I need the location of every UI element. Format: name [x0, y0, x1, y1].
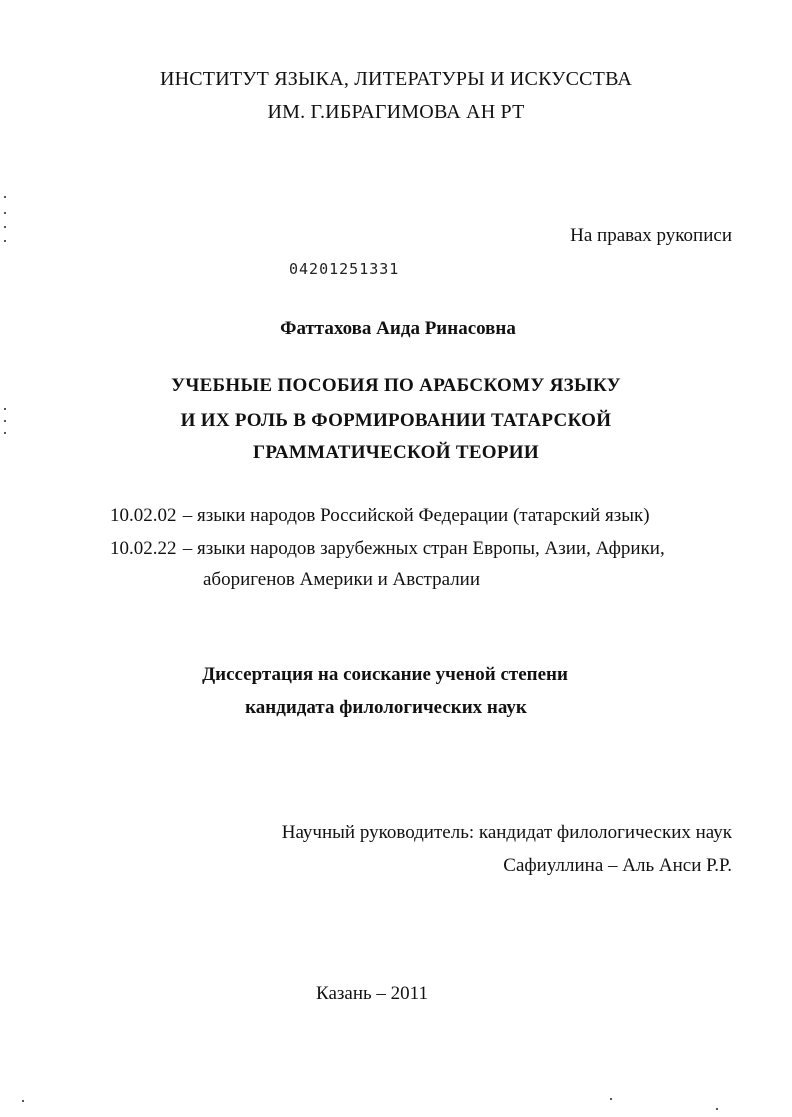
- scan-speck: [610, 1098, 612, 1100]
- institute-line-2: ИМ. Г.ИБРАГИМОВА АН РТ: [267, 101, 525, 123]
- specialty-1-code: 10.02.02: [110, 505, 177, 526]
- specialty-2-code: 10.02.22: [110, 538, 177, 559]
- specialty-2: [110, 538, 665, 560]
- scan-speck: [4, 226, 6, 228]
- institute-line-1: ИНСТИТУТ ЯЗЫКА, ЛИТЕРАТУРЫ И ИСКУССТВА: [159, 68, 633, 90]
- title-line-1: УЧЕБНЫЕ ПОСОБИЯ ПО АРАБСКОМУ ЯЗЫКУ: [171, 375, 621, 396]
- scan-speck: [4, 240, 6, 242]
- rights-note: На правах рукописи: [570, 225, 732, 246]
- archive-stamp-number: 04201251331: [289, 260, 400, 278]
- scan-speck: [4, 420, 6, 422]
- specialty-1: [110, 505, 650, 527]
- specialty-2-continuation: аборигенов Америки и Австралии: [203, 569, 481, 590]
- supervisor-line-2: Сафиуллина – Аль Анси Р.Р.: [503, 855, 732, 876]
- specialty-2-text: – языки народов зарубежных стран Европы, Азии, Африки,: [182, 538, 665, 559]
- title-line-3: ГРАММАТИЧЕСКОЙ ТЕОРИИ: [253, 442, 539, 463]
- supervisor-line-1: Научный руководитель: кандидат филологических наук: [281, 822, 732, 843]
- scan-speck: [4, 432, 6, 434]
- author-name: Фаттахова Аида Ринасовна: [280, 318, 516, 339]
- scan-speck: [4, 408, 6, 410]
- title-line-2: И ИХ РОЛЬ В ФОРМИРОВАНИИ ТАТАРСКОЙ: [180, 410, 612, 431]
- dissertation-line-1: Диссертация на соискание ученой степени: [202, 664, 568, 685]
- place-year: Казань – 2011: [316, 983, 428, 1004]
- scan-speck: [716, 1108, 718, 1110]
- scan-speck: [4, 196, 6, 198]
- specialty-1-text: – языки народов Российской Федерации (татарский язык): [182, 505, 650, 526]
- dissertation-line-2: кандидата филологических наук: [245, 697, 527, 718]
- scan-speck: [4, 212, 6, 214]
- scan-speck: [22, 1100, 24, 1102]
